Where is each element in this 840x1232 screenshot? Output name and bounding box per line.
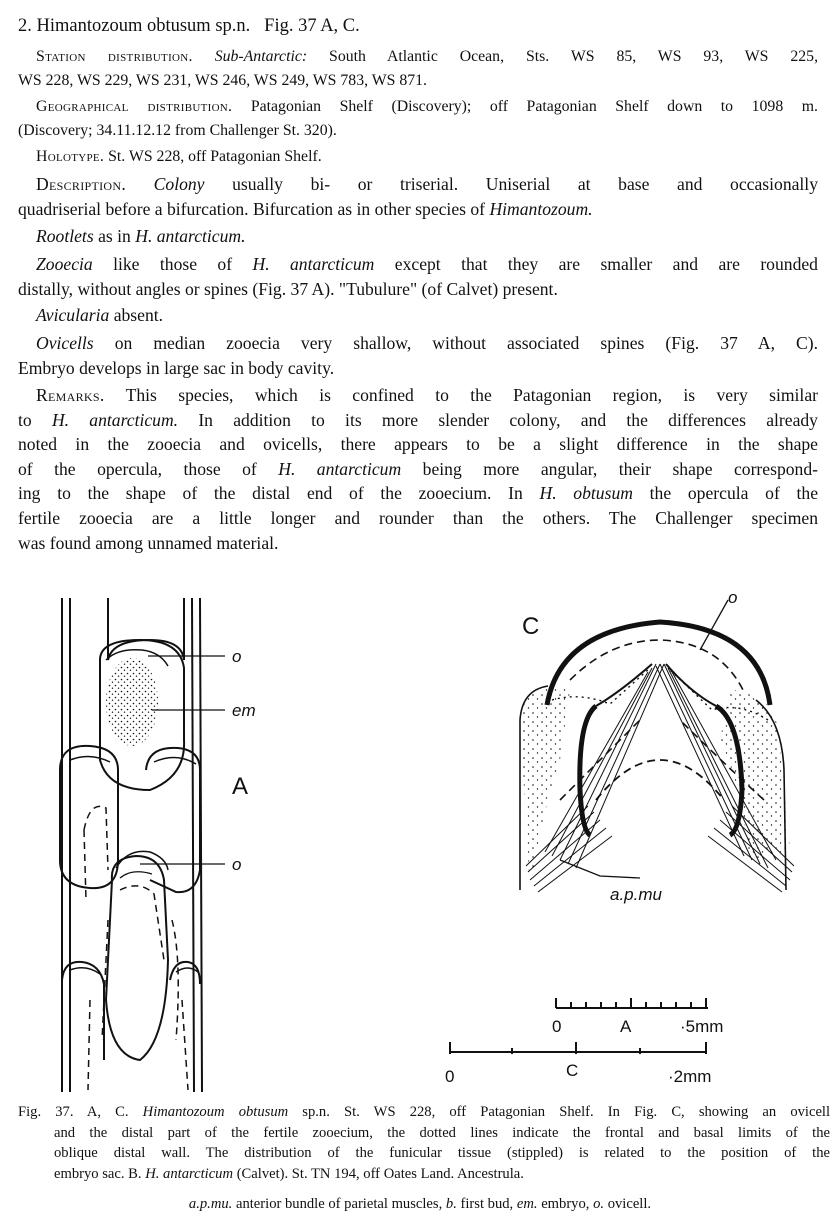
scale-c-value: ·2mm <box>668 1067 712 1086</box>
ovicells-text-1: on median zooecia very shallow, without associated spines (Fig. 37 A, C). <box>114 333 818 353</box>
species-number: 2. <box>18 16 32 36</box>
description-genus: Himantozoum. <box>489 198 593 219</box>
caption-text-4a: embryo sac. B. <box>54 1165 142 1182</box>
station-region: Sub-Antarctic: <box>214 48 308 65</box>
legend-b: b. <box>445 1196 457 1212</box>
caption-species: Himantozoum obtusum <box>142 1104 289 1120</box>
remarks-species-1: H. antarcticum. <box>51 409 179 430</box>
caption-line-2: and the distal part of the fertile zooecium, the dotted lines indicate the frontal and basal limits of the <box>54 1124 830 1141</box>
scale-a-value: ·5mm <box>680 1017 724 1036</box>
label-em: em <box>232 701 256 720</box>
holotype-text: St. WS 228, off Patagonian Shelf. <box>108 148 322 165</box>
zooecia-species: H. antarcticum <box>252 254 375 274</box>
geo-text-1: Patagonian Shelf (Discovery); off Patagonian Shelf down to 1098 m. <box>250 98 818 115</box>
figure-legend <box>0 1196 840 1213</box>
scale-c-letter: C <box>566 1061 579 1080</box>
remarks-species-2: H. antarcticum <box>278 458 402 479</box>
caption-text-1: sp.n. St. WS 228, off Patagonian Shelf. In Fig. C, showing an ovicell <box>302 1104 831 1120</box>
remarks-species-3: H. obtusum <box>539 483 633 504</box>
remarks-text-1: This species, which is confined to the Patagonian region, is very similar <box>125 385 818 405</box>
figure-caption <box>18 1102 830 1184</box>
label-o-c: o <box>728 588 738 607</box>
legend-o-text: ovicell. <box>607 1196 652 1212</box>
colony-term: Colony <box>153 174 205 194</box>
rootlets-species: H. antarcticum. <box>135 226 246 246</box>
rootlets-term: Rootlets <box>36 226 94 246</box>
species-name: Himantozoum obtusum <box>36 16 211 36</box>
zooecia-text-2: except that they are smaller and are rounded <box>394 254 818 274</box>
legend-o: o. <box>593 1196 605 1212</box>
geo-label: Geographical distribution. <box>36 98 233 115</box>
scale-a-zero: 0 <box>552 1017 562 1036</box>
description-text-2: quadriserial before a bifurcation. Bifurcation as in other species of <box>18 198 486 219</box>
legend-em: em. <box>516 1196 538 1212</box>
ovicells-line-2: Embryo develops in large sac in body cavity. <box>18 357 335 378</box>
caption-fig-number: Fig. 37. <box>18 1104 74 1120</box>
label-o-mid: o <box>232 855 242 874</box>
legend-em-text: embryo, <box>541 1196 590 1212</box>
rootlets-text: as in <box>98 226 131 246</box>
remarks-text-2a: to <box>18 409 32 430</box>
label-apmu: a.p.mu <box>610 885 662 904</box>
zooecia-term: Zooecia <box>36 254 93 274</box>
station-label: Station distribution. <box>36 48 193 65</box>
caption-line-3: oblique distal wall. The distribution of the funicular tissue (stippled) is related to the position of the <box>54 1145 830 1162</box>
remarks-label: Remarks. <box>36 385 105 405</box>
description-label: Description. <box>36 174 127 194</box>
scale-a-letter: A <box>620 1017 632 1036</box>
remarks-text-5b: the opercula of the <box>649 483 819 504</box>
station-line-2: WS 228, WS 229, WS 231, WS 246, WS 249, WS 783, WS 871. <box>18 72 428 89</box>
panel-a-letter: A <box>232 773 249 800</box>
description-text-1: usually bi- or triserial. Uniserial at base and occasionally <box>232 174 818 194</box>
remarks-text-2b: In addition to its more slender colony, and the differences already <box>198 409 818 430</box>
remarks-text-4b: being more angular, their shape correspond- <box>422 458 818 479</box>
caption-species-2: H. antarcticum <box>145 1165 234 1182</box>
station-text-1: South Atlantic Ocean, Sts. WS 85, WS 93, WS 225, <box>329 48 819 65</box>
panel-c-letter: C <box>522 613 540 640</box>
remarks-text-4a: of the opercula, those of <box>18 458 257 479</box>
ovicells-term: Ovicells <box>36 333 94 353</box>
species-figref: Fig. 37 A, C. <box>264 16 360 36</box>
remarks-line-3: noted in the zooecia and ovicells, there appears to be a slight difference in the shape <box>18 434 818 455</box>
label-o-top: o <box>232 647 242 666</box>
holotype-label: Holotype. <box>36 148 105 165</box>
panel-a-drawing <box>60 598 225 1092</box>
scale-c-zero: 0 <box>445 1067 455 1086</box>
avicularia-term: Avicularia <box>36 305 110 325</box>
legend-b-text: first bud, <box>460 1196 514 1212</box>
avicularia-text: absent. <box>113 305 164 325</box>
remarks-line-7: was found among unnamed material. <box>18 532 279 553</box>
scale-bar-c <box>450 1042 706 1054</box>
remarks-text-5a: ing to the shape of the distal end of the zooecium. In <box>18 483 523 504</box>
scale-bar-a <box>556 998 708 1008</box>
zooecia-line-2: distally, without angles or spines (Fig. 37 A). "Tubulure" (of Calvet) present. <box>18 278 558 299</box>
legend-apmu-text: anterior bundle of parietal muscles, <box>235 1196 443 1212</box>
caption-panels: A, C. <box>86 1104 129 1120</box>
species-suffix: sp.n. <box>215 16 251 36</box>
caption-line-4 <box>18 1164 830 1185</box>
remarks-line-6: fertile zooecia are a little longer and rounder than the others. The Challenger specimen <box>18 507 818 528</box>
caption-line-1 <box>18 1102 830 1123</box>
zooecia-text-1: like those of <box>113 254 233 274</box>
panel-c-drawing <box>520 600 794 892</box>
geo-line-2: (Discovery; 34.11.12.12 from Challenger St. 320). <box>18 122 337 139</box>
caption-text-4b: (Calvet). St. TN 194, off Oates Land. Ancestrula. <box>236 1165 524 1182</box>
legend-apmu: a.p.mu. <box>188 1196 233 1212</box>
